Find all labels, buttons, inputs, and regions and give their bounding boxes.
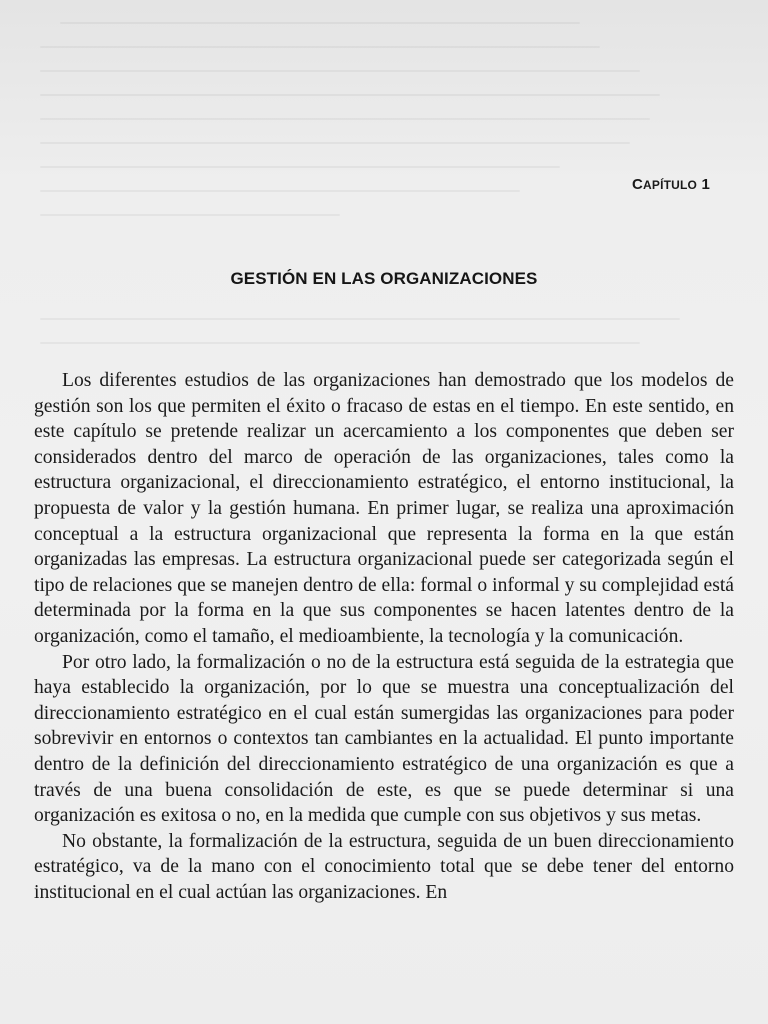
bleed-through-line [60,22,580,24]
bleed-through-line [40,166,560,168]
chapter-title: GESTIÓN EN LAS ORGANIZACIONES [230,269,538,288]
bleed-through-line [40,70,640,72]
chapter-label-initial: C [631,176,643,193]
bleed-through-line [40,342,640,344]
paragraph: No obstante, la formalización de la estructura, seguida de un buen direccionamiento estratégico, va de la mano con el conocimiento total que se debe tener del entorno institucional en el cual actúan las organizaciones. En [34,830,734,903]
bleed-through-line [40,118,650,120]
chapter-number: 1 [701,176,710,193]
chapter-body [34,368,734,905]
bleed-through-line [40,190,520,192]
chapter-label-word: APÍTULO [643,178,698,192]
paragraph: Por otro lado, la formalización o no de la estructura está seguida de la estrategia que haya establecido la organización, por lo que se muestra una conceptualización del direccionamiento estratégico en el cual están sumergidas las organizaciones para poder sobrevivir en entornos o contextos tan cambiantes en la actualidad. El punto importante dentro de la definición del direccionamiento estratégico de una organización es que a través de una buena consolidación de este, es que se puede determinar si una organización es exitosa o no, en la medida que cumple con sus objetivos y sus metas. [34,651,734,827]
bleed-through-line [40,46,600,48]
bleed-through-line [40,142,630,144]
bleed-through-line [40,94,660,96]
bleed-through-line [40,318,680,320]
bleed-through-line [40,214,340,216]
chapter-label [632,176,710,193]
paragraph: Los diferentes estudios de las organizaciones han demostrado que los modelos de gestión son los que permiten el éxito o fracaso de estas en el tiempo. En este sentido, en este capítulo se pretende realizar un acercamiento a los componentes que deben ser considerados dentro del marco de operación de las organizaciones, tales como la estructura organizacional, el direccionamiento estratégico, el entorno institucional, la propuesta de valor y la gestión humana. En primer lugar, se realiza una aproximación conceptual a la estructura organizacional que representa la forma en la que están organizadas las empresas. La estructura organizacional puede ser categorizada según el tipo de relaciones que se manejen dentro de ella: formal o informal y su complejidad está determinada por la forma en la que sus componentes se hacen latentes dentro de la organización, como el tamaño, el medioambiente, la tecnología y la comunicación. [34,370,734,647]
